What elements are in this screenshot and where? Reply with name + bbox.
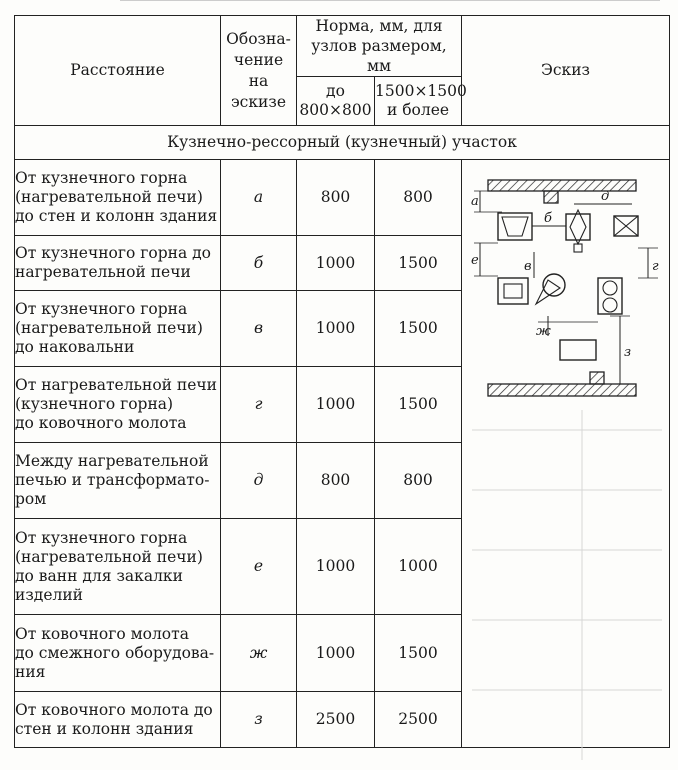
- row-norm-small: 800: [297, 443, 375, 519]
- section-row: [15, 126, 670, 160]
- forging-hammer-icon: [598, 278, 622, 314]
- row-norm-small: 2500: [297, 692, 375, 748]
- row-norm-large: 2500: [375, 692, 462, 748]
- header-norm-group: Норма, мм, для узлов размером, мм: [297, 16, 462, 77]
- sketch-cell: [462, 160, 670, 748]
- sketch-label-zh: ж: [536, 324, 551, 339]
- quench-bath-icon: [498, 278, 528, 304]
- row-norm-small: 800: [297, 160, 375, 236]
- row-distance: От кузнечного горна (нагревательной печи) до ванн для закалки изделий: [15, 519, 221, 615]
- row-distance: От кузнечного горна до нагревательной печи: [15, 236, 221, 291]
- table-row: [15, 160, 670, 236]
- bleed-through-marks: [472, 410, 662, 760]
- row-norm-large: 1500: [375, 291, 462, 367]
- sketch-label-b: б: [544, 211, 552, 226]
- row-norm-large: 1000: [375, 519, 462, 615]
- distance-norms-table: [14, 15, 670, 748]
- row-designation: г: [221, 367, 297, 443]
- layout-sketch-diagram: [462, 160, 670, 770]
- row-distance: От ковочного молота до смежного оборудова- ния: [15, 615, 221, 692]
- row-designation: д: [221, 443, 297, 519]
- row-designation: з: [221, 692, 297, 748]
- header-sketch: Эскиз: [462, 16, 670, 126]
- transformer-icon: [614, 216, 638, 236]
- forge-icon: [498, 213, 532, 240]
- row-designation: ж: [221, 615, 297, 692]
- furnace-icon: [566, 210, 590, 252]
- row-designation: б: [221, 236, 297, 291]
- row-norm-small: 1000: [297, 291, 375, 367]
- row-distance: От кузнечного горна (нагревательной печи) до наковальни: [15, 291, 221, 367]
- adjacent-equipment-icon: [560, 340, 596, 360]
- sketch-label-d: д: [601, 189, 610, 204]
- row-distance: От ковочного молота до стен и колонн здания: [15, 692, 221, 748]
- anvil-icon: [536, 274, 565, 304]
- top-wall: [488, 180, 636, 203]
- row-norm-large: 1500: [375, 236, 462, 291]
- sketch-label-a: а: [471, 194, 479, 209]
- row-norm-large: 1500: [375, 367, 462, 443]
- sketch-label-z: з: [624, 345, 632, 360]
- row-distance: Между нагревательной печью и трансформато- ром: [15, 443, 221, 519]
- header-designation: Обозна- чение на эскизе: [221, 16, 297, 126]
- section-title: Кузнечно-рессорный (кузнечный) участок: [15, 126, 670, 160]
- header-distance: Расстояние: [15, 16, 221, 126]
- header-row-1: [15, 16, 670, 77]
- row-norm-small: 1000: [297, 367, 375, 443]
- row-norm-large: 800: [375, 443, 462, 519]
- row-designation: е: [221, 519, 297, 615]
- sketch-label-e: е: [471, 253, 479, 268]
- row-distance: От нагревательной печи (кузнечного горна) до ковочного молота: [15, 367, 221, 443]
- row-designation: в: [221, 291, 297, 367]
- row-designation: а: [221, 160, 297, 236]
- sketch-label-g: г: [652, 259, 659, 274]
- row-norm-small: 1000: [297, 615, 375, 692]
- row-norm-small: 1000: [297, 519, 375, 615]
- row-norm-large: 1500: [375, 615, 462, 692]
- header-col-small: до 800×800: [297, 77, 375, 126]
- header-col-large: 1500×1500 и более: [375, 77, 462, 126]
- sketch-label-v: в: [524, 259, 532, 274]
- row-norm-small: 1000: [297, 236, 375, 291]
- page-top-edge: [120, 0, 660, 5]
- row-distance: От кузнечного горна (нагревательной печи) до стен и колонн здания: [15, 160, 221, 236]
- bottom-wall: [488, 372, 636, 396]
- row-norm-large: 800: [375, 160, 462, 236]
